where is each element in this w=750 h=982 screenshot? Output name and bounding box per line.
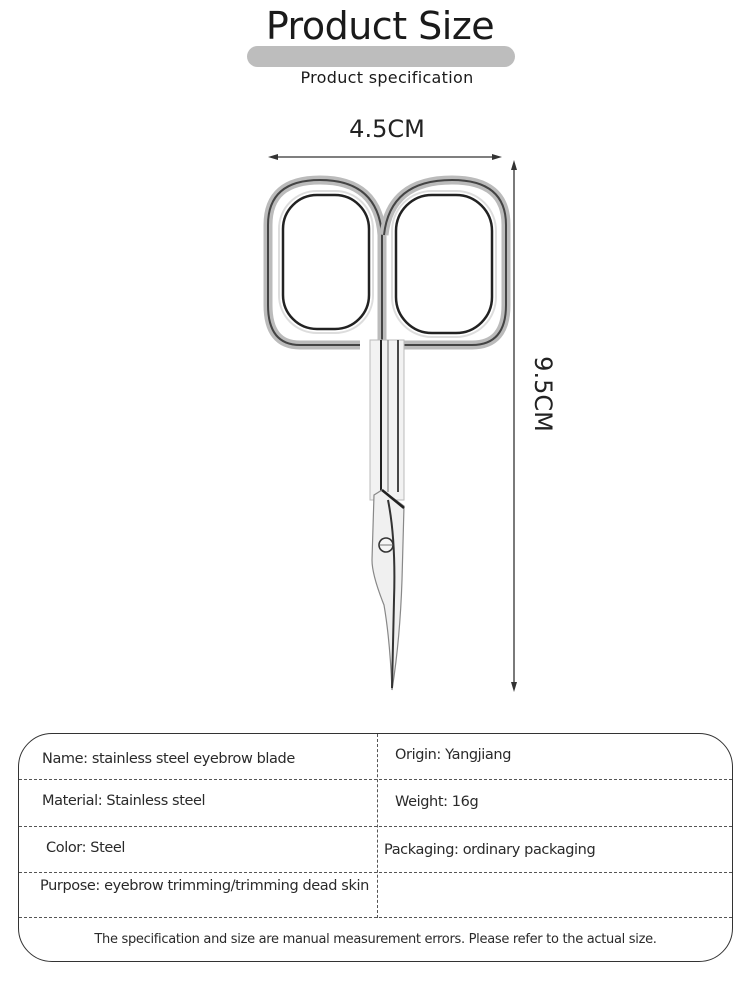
spec-table bbox=[18, 733, 733, 962]
spec-origin: Origin: Yangjiang bbox=[395, 747, 511, 763]
height-dimension-label: 9.5CM bbox=[529, 356, 557, 432]
width-arrow-icon bbox=[268, 154, 502, 160]
title-underline-bar bbox=[247, 46, 515, 67]
disclaimer-note: The specification and size are manual measurement errors. Please refer to the actual size. bbox=[94, 932, 657, 947]
spec-name: Name: stainless steel eyebrow blade bbox=[42, 751, 295, 767]
spec-packaging: Packaging: ordinary packaging bbox=[384, 842, 596, 858]
row-divider bbox=[19, 917, 732, 918]
spec-purpose: Purpose: eyebrow trimming/trimming dead skin bbox=[40, 878, 369, 894]
scissors-image bbox=[268, 180, 506, 690]
spec-color: Color: Steel bbox=[46, 840, 126, 856]
column-divider bbox=[377, 734, 378, 918]
spec-material: Material: Stainless steel bbox=[42, 793, 206, 809]
width-dimension-label: 4.5CM bbox=[349, 115, 425, 143]
spec-weight: Weight: 16g bbox=[395, 794, 479, 810]
height-arrow-icon bbox=[511, 160, 517, 692]
row-divider bbox=[19, 872, 732, 873]
page-title: Product Size bbox=[265, 4, 495, 48]
row-divider bbox=[19, 779, 732, 780]
page-subtitle: Product specification bbox=[300, 68, 474, 87]
row-divider bbox=[19, 826, 732, 827]
